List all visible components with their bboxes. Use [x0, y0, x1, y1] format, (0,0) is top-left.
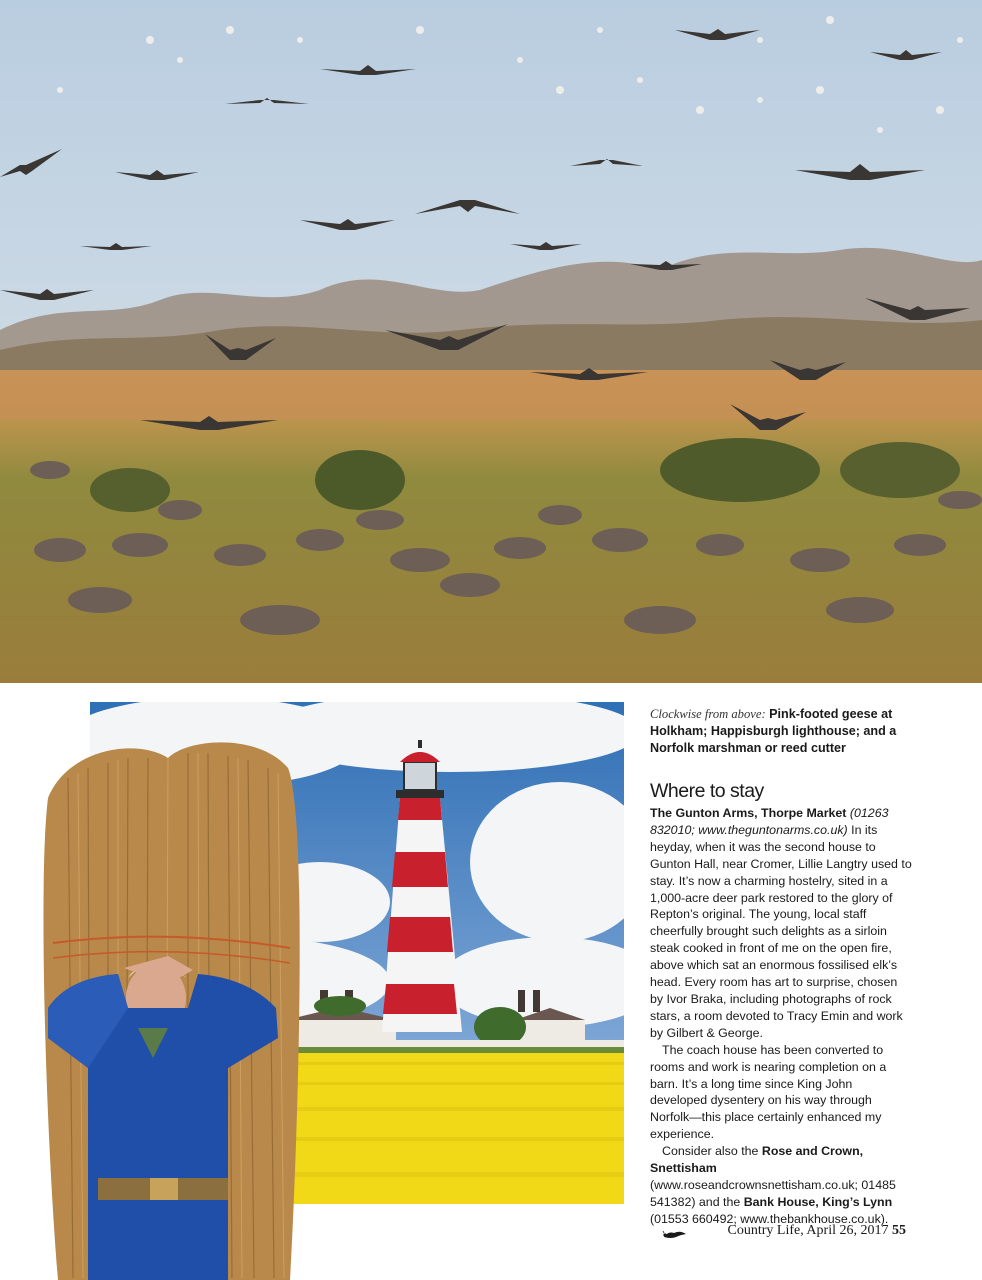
alt-venue-1-name: Rose and Crown, Snettisham — [650, 1144, 864, 1176]
photo-caption — [650, 706, 912, 757]
caption-lead: Clockwise from above: — [650, 707, 766, 721]
caption-body: Pink-footed geese at Holkham; Happisburgh lighthouse; and a Norfolk marshman or reed cutter — [650, 707, 897, 755]
venue-paragraph — [650, 805, 912, 1042]
body-paragraph-2: The coach house has been converted to rooms and work is nearing completion on a barn. It’s a long time since King John developed dysentery on his way through Norfolk—this place certainly enhanced my experience. — [650, 1042, 887, 1142]
publication-date: Country Life, April 26, 2017 — [727, 1223, 889, 1238]
alt-venue-1-contact: (www.roseandcrownsnettisham.co.uk; 01485 541382) and the — [650, 1177, 896, 1209]
peacock-icon — [650, 1228, 688, 1245]
page-folio — [728, 1223, 907, 1239]
venue-name: The Gunton Arms, Thorpe Market — [650, 806, 847, 820]
section-heading: Where to stay — [650, 780, 764, 802]
para3-intro: Consider also the — [662, 1144, 762, 1159]
alt-venue-2-contact: (01553 660492; www.thebankhouse.co.uk). — [650, 1211, 889, 1226]
text-column — [650, 706, 912, 1245]
reed-cutter-photo — [28, 738, 328, 1280]
venue-description: In its heyday, when it was the second house to Gunton Hall, near Cromer, Lillie Langtry used to stay. It’s now a charming hostelry, sited in a 1,000-acre deer park restored to the glory of Repton’s original. The young, local staff cheerfully brought such delights as a sirloin steak cooked in front of me on the open fire, above which sat an enormous fossilised elk’s head. Every room has art to surprise, chosen by Ivor Braka, including photographs of rock stars, a room devoted to Tracy Emin and work by Gilbert & George. — [650, 822, 912, 1040]
alt-venue-2-name: Bank House, King’s Lynn — [743, 1194, 893, 1209]
venue-contact: (01263 832010; www.theguntonarms.co.uk) — [650, 806, 889, 837]
page-number: 55 — [892, 1223, 906, 1238]
